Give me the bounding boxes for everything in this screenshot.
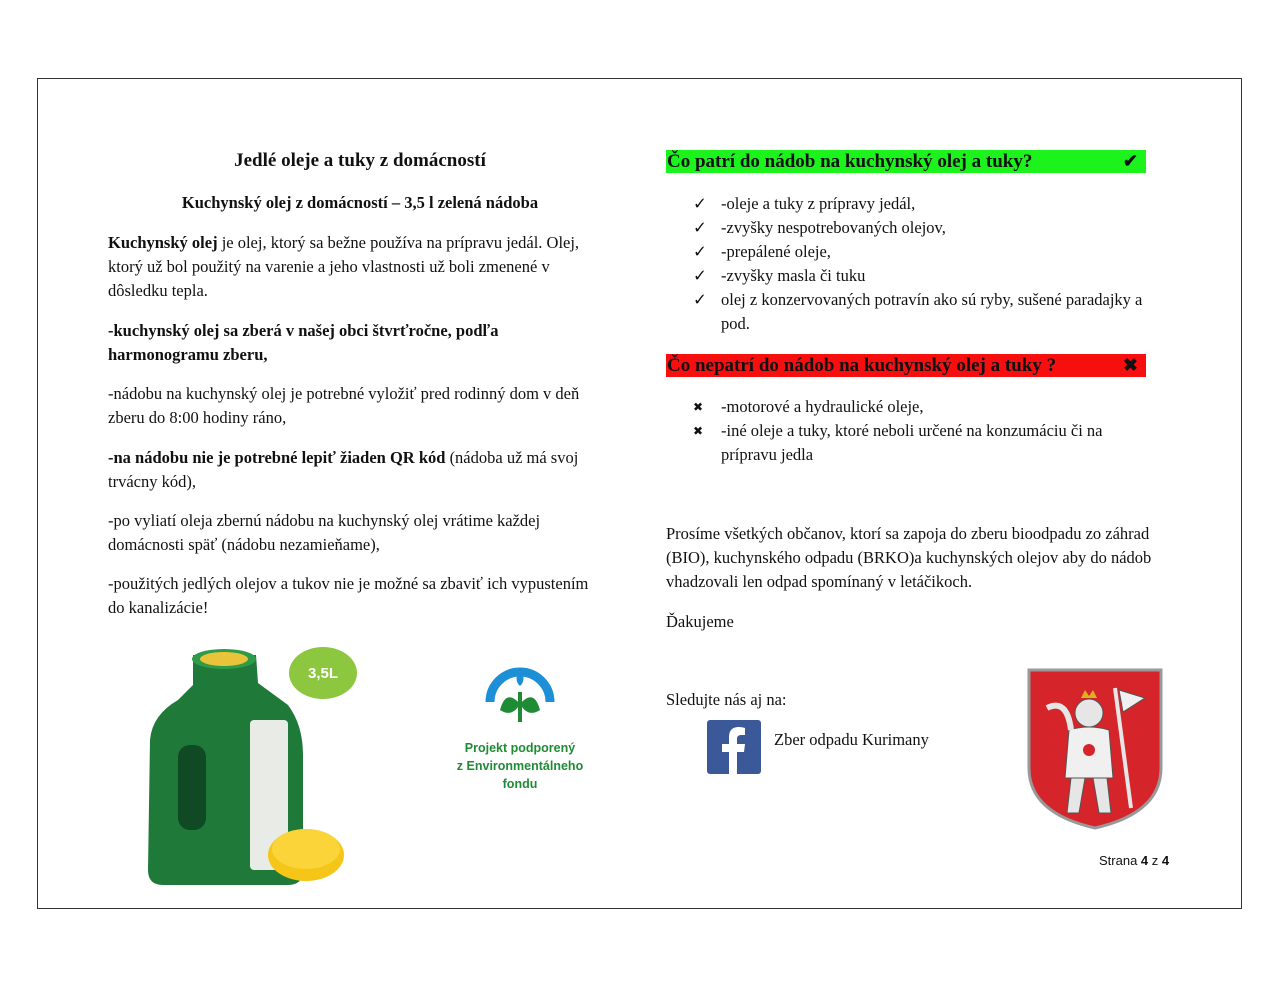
list-item: ✓ -prepálené oleje, <box>690 240 1150 264</box>
environmental-fund-logo <box>445 660 595 800</box>
env-logo-line-3: fondu <box>502 777 538 791</box>
paragraph-placement: -nádobu na kuchynský olej je potrebné vyložiť pred rodinný dom v deň zberu do 8:00 hodiny ráno, <box>108 384 580 427</box>
paragraph-collection: -kuchynský olej sa zberá v našej obci štvrťročne, podľa harmonogramu zberu, <box>108 321 499 364</box>
thanks-text: Ďakujeme <box>666 612 734 631</box>
check-icon: ✓ <box>693 194 707 213</box>
qr-rest: (nádoba už má svoj trvácny kód), <box>108 448 579 491</box>
qr-bold: -na nádobu nie je potrebné lepiť žiaden QR kód <box>108 448 446 467</box>
belongs-heading-text: Čo patrí do nádob na kuchynský olej a tuky? <box>667 151 1033 172</box>
belongs-list <box>690 192 1150 336</box>
paragraph-return: -po vyliatí oleja zbernú nádobu na kuchynský olej vrátime každej domácnosti späť (nádobu nezamieňame), <box>108 511 541 554</box>
belongs-heading <box>666 150 1146 173</box>
not-belongs-heading-text: Čo nepatrí do nádob na kuchynský olej a tuky ? <box>667 355 1057 376</box>
list-item: ✖ -motorové a hydraulické oleje, <box>690 395 1150 419</box>
page-title: Jedlé oleje a tuky z domácností <box>234 150 486 171</box>
check-icon: ✓ <box>693 218 707 237</box>
subtitle: Kuchynský olej z domácností – 3,5 l zelená nádoba <box>181 193 539 212</box>
check-icon: ✓ <box>693 266 707 285</box>
not-belongs-list <box>690 395 1150 467</box>
cross-icon: ✖ <box>693 424 704 438</box>
env-logo-line-1: Projekt podporený <box>464 741 576 755</box>
list-item: ✓ -oleje a tuky z prípravy jedál, <box>690 192 1150 216</box>
paragraph-definition <box>108 231 603 303</box>
check-icon: ✓ <box>693 290 707 309</box>
env-logo-line-2: z Environmentálneho <box>456 759 584 773</box>
coat-of-arms <box>1027 668 1163 830</box>
paragraph-qr <box>108 446 603 494</box>
appeal-paragraph: Prosíme všetkých občanov, ktorí sa zapoja do zberu bioodpadu zo záhrad (BIO), kuchynského odpadu (BRKO)a kuchynských olejov aby do nádob vhadzovali len odpad spomínaný v letáčikoch. <box>666 524 1152 591</box>
env-fund-icon <box>480 660 560 730</box>
facebook-page-link[interactable]: Zber odpadu Kurimany <box>774 730 929 749</box>
not-belongs-heading <box>666 354 1146 377</box>
cross-icon: ✖ <box>693 400 704 414</box>
list-item: ✓ -zvyšky nespotrebovaných olejov, <box>690 216 1150 240</box>
paragraph-sewer: -použitých jedlých olejov a tukov nie je možné sa zbaviť ich vypustením do kanalizácie! <box>108 574 589 617</box>
list-item: ✖ -iné oleje a tuky, ktoré neboli určené na konzumáciu či na prípravu jedla <box>693 421 1103 464</box>
definition-text: je olej, ktorý sa bežne používa na prípravu jedál. Olej, ktorý už bol použitý na varenie a jeho vlastnosti už boli zmenené v dôsledku tepla. <box>108 233 580 300</box>
list-item: ✓ -zvyšky masla či tuku <box>690 264 1150 288</box>
check-icon: ✔ <box>1122 151 1138 171</box>
bottle-size-label: 3,5L <box>307 665 339 682</box>
list-item: ✓ olej z konzervovaných potravín ako sú ryby, sušené paradajky a pod. <box>693 290 1143 333</box>
facebook-icon[interactable] <box>707 720 761 774</box>
page-number: Strana 4 z 4 <box>1099 853 1170 868</box>
definition-term: Kuchynský olej <box>108 233 218 252</box>
check-icon: ✓ <box>693 242 707 261</box>
oil-bottle-image <box>138 645 360 890</box>
cross-icon: ✖ <box>1122 355 1138 375</box>
follow-text: Sledujte nás aj na: <box>666 690 787 709</box>
